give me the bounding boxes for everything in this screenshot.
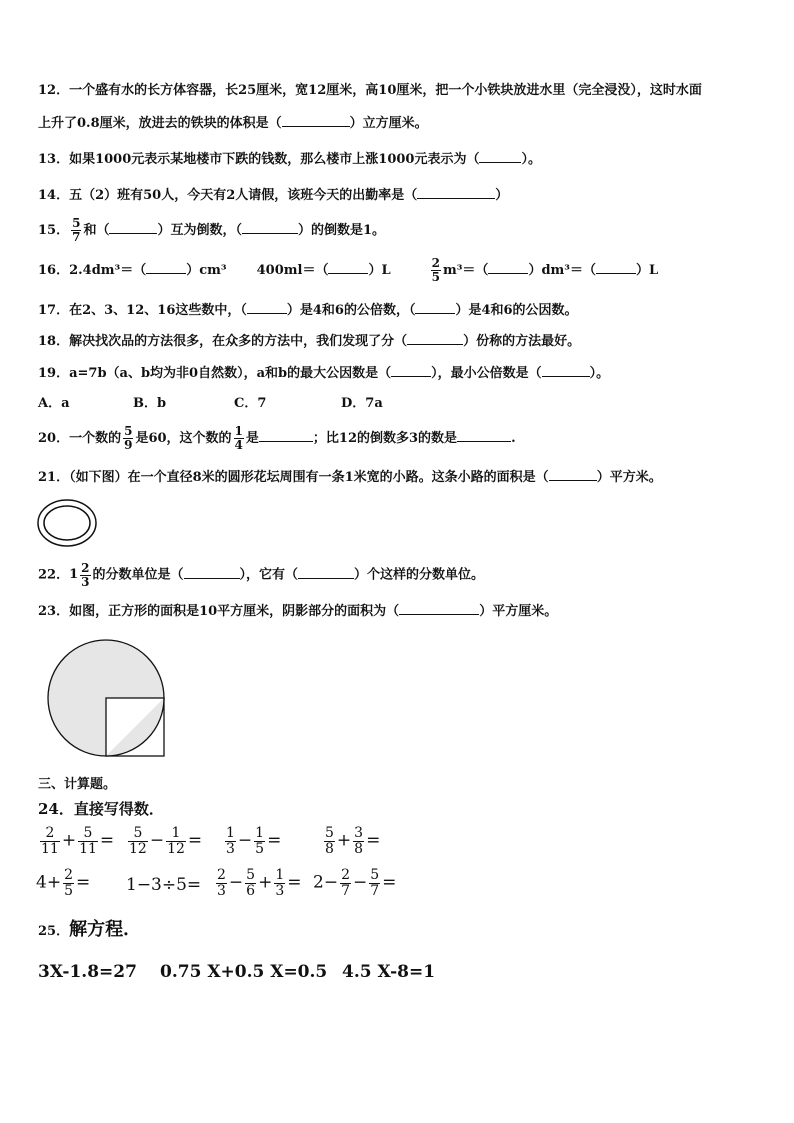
- calc-r1-e4: [322, 826, 380, 857]
- question-12-line1: 12．一个盛有水的长方体容器，长25厘米，宽12厘米，高10厘米，把一个小铁块放进水里（完全浸没），这时水面: [38, 83, 702, 98]
- denominator: 11: [41, 841, 59, 857]
- denominator: 8: [325, 841, 334, 857]
- q19-option-a[interactable]: A．a: [38, 396, 70, 411]
- calc-r2-e4: [313, 868, 396, 899]
- denominator: 8: [354, 841, 364, 857]
- q16-text-f: ）dm³＝（: [528, 263, 596, 278]
- q13-blank[interactable]: [479, 150, 521, 163]
- q18-blank[interactable]: [407, 332, 463, 345]
- calc-frac: [128, 826, 148, 857]
- q12-blank[interactable]: [282, 114, 350, 127]
- equals: =: [366, 830, 381, 851]
- q13-text-b: ）。: [521, 152, 541, 167]
- denominator: 12: [129, 841, 147, 857]
- q14-text-b: ）: [495, 188, 509, 203]
- q23-text-b: ）平方厘米。: [479, 604, 558, 619]
- q15-fraction: [71, 217, 81, 244]
- denominator: 5: [64, 883, 73, 899]
- equals: =: [382, 872, 397, 893]
- denominator: 6: [246, 883, 256, 899]
- calc-frac: [216, 868, 227, 899]
- q12-text-b: ）立方厘米。: [349, 116, 428, 131]
- numerator: 2: [341, 867, 350, 883]
- q15-text-b: ）互为倒数，（: [157, 223, 242, 238]
- q22-frac-numerator: 2: [81, 560, 90, 575]
- question-25-title: [38, 920, 141, 942]
- denominator: 11: [79, 841, 97, 857]
- q19-blank-1[interactable]: [391, 364, 431, 377]
- question-16: [38, 256, 658, 286]
- q22-fraction: [80, 562, 90, 589]
- equals: =: [267, 830, 282, 851]
- numerator: 1: [275, 867, 285, 883]
- question-23: [38, 602, 557, 621]
- calc-r2-e3: [214, 868, 302, 899]
- denominator: 3: [275, 883, 285, 899]
- q17-blank-2[interactable]: [415, 301, 455, 314]
- calc-frac: [324, 826, 335, 857]
- q16-text-b: ）cm³: [186, 263, 227, 278]
- calc-r2-e1: [36, 868, 90, 899]
- question-18: [38, 332, 580, 351]
- calc-frac: [353, 826, 364, 857]
- calc-frac: [225, 826, 236, 857]
- calc-r1-e2: [126, 826, 202, 857]
- q16-blank-3[interactable]: [488, 261, 528, 274]
- question-22: [38, 560, 484, 591]
- q21-text-a: 21．（如下图）在一个直径8米的圆形花坛周围有一条1米宽的小路。这条小路的面积是（: [38, 470, 549, 485]
- calc-r2-e2: [126, 876, 201, 894]
- numerator: 2: [217, 867, 226, 883]
- q23-text-a: 23．如图，正方形的面积是10平方厘米，阴影部分的面积为（: [38, 604, 400, 619]
- q22-blank-1[interactable]: [184, 566, 240, 579]
- calc-frac: [63, 868, 74, 899]
- prefix: 2−: [313, 872, 339, 893]
- q22-text-a: 的分数单位是（: [92, 567, 184, 583]
- q17-text-b: ）是4和6的公倍数，（: [286, 303, 416, 318]
- q22-text-b: ），它有（: [239, 567, 299, 583]
- q19-text-b: ），最小公倍数是（: [431, 366, 542, 381]
- inner-circle: [44, 506, 90, 540]
- q20-text-a: 20．一个数的: [38, 431, 122, 446]
- q16-text-d: ）L: [368, 263, 391, 278]
- equation-3: 4.5 X-8=1: [342, 962, 436, 982]
- q16-fraction: [431, 257, 441, 284]
- q25-title-text: 解方程．: [69, 919, 142, 940]
- q21-blank[interactable]: [549, 468, 597, 481]
- numerator: 3: [354, 825, 364, 841]
- q15-blank-1[interactable]: [109, 221, 157, 234]
- q20-f1-denominator: 9: [124, 438, 133, 452]
- numerator: 1: [171, 825, 181, 841]
- numerator: 5: [370, 867, 380, 883]
- equals: =: [287, 872, 302, 893]
- equation-1: 3X-1.8=27: [38, 962, 137, 982]
- q18-text-b: ）份称的方法最好。: [463, 334, 581, 349]
- q16-text-g: ）L: [635, 263, 659, 278]
- q16-text-c: 400ml＝（: [256, 263, 329, 278]
- q15-blank-2[interactable]: [242, 221, 298, 234]
- q17-text-c: ）是4和6的公因数。: [455, 303, 578, 318]
- circle-square-figure: [44, 638, 170, 762]
- calc-frac: [166, 826, 186, 857]
- operator: +: [258, 872, 273, 893]
- numerator: 5: [246, 867, 256, 883]
- question-12-line2: [38, 114, 428, 133]
- q15-frac-numerator: 5: [72, 216, 81, 230]
- q15-number: 15．: [38, 223, 70, 238]
- operator: −: [228, 872, 244, 893]
- q20-blank-1[interactable]: [259, 429, 313, 442]
- q22-number: 22．: [38, 567, 70, 583]
- equals: =: [99, 830, 115, 851]
- q16-text-a: 16．2.4dm³＝（: [38, 263, 147, 278]
- q15-text-c: ）的倒数是1。: [297, 223, 386, 238]
- operator: −: [352, 872, 368, 893]
- q14-blank[interactable]: [417, 186, 495, 199]
- equals: =: [187, 830, 203, 851]
- denominator: 3: [217, 883, 226, 899]
- numerator: 1: [255, 825, 265, 841]
- q14-text-a: 14．五（2）班有50人，今天有2人请假，该班今天的出勤率是（: [38, 188, 418, 203]
- q16-frac-denominator: 5: [431, 270, 440, 284]
- question-24-title: 24．直接写得数．: [38, 800, 164, 818]
- q15-text-a: 和（: [83, 223, 110, 238]
- numerator: 5: [325, 825, 334, 841]
- denominator: 3: [226, 841, 235, 857]
- q16-blank-2[interactable]: [328, 261, 368, 274]
- prefix: 4+: [36, 872, 62, 893]
- q19-text-a: 19．a=7b（a、b均为非0自然数），a和b的最大公因数是（: [38, 366, 392, 381]
- q20-f2-numerator: 1: [234, 424, 243, 438]
- q20-text-c: 是: [245, 431, 259, 446]
- operator: +: [61, 830, 77, 851]
- numerator: 2: [64, 867, 73, 883]
- q19-blank-2[interactable]: [542, 364, 590, 377]
- denominator: 5: [255, 841, 265, 857]
- q22-blank-2[interactable]: [298, 566, 354, 579]
- q18-text-a: 18．解决找次品的方法很多，在众多的方法中，我们发现了分（: [38, 334, 408, 349]
- calc-frac: [369, 868, 380, 899]
- q20-blank-2[interactable]: [457, 429, 511, 442]
- q12-text-a: 上升了0.8厘米，放进去的铁块的体积是（: [38, 116, 282, 131]
- outer-circle: [38, 500, 96, 546]
- q19-text-c: ）。: [589, 366, 610, 381]
- q19-option-c[interactable]: C．7: [234, 396, 267, 411]
- q17-text-a: 17．在2、3、12、16这些数中，（: [38, 303, 247, 318]
- calc-r1-e1: [38, 826, 114, 857]
- question-20: [38, 424, 516, 454]
- q16-blank-1[interactable]: [146, 261, 186, 274]
- question-19-options: [38, 395, 383, 413]
- section-3-heading: 三、计算题。: [38, 777, 117, 792]
- q20-fraction-2: [234, 425, 244, 452]
- operator: +: [336, 830, 352, 851]
- q16-text-e: m³＝（: [442, 263, 489, 278]
- q20-text-b: 是60，这个数的: [135, 431, 232, 446]
- expression: 1−3÷5=: [126, 875, 202, 895]
- denominator: 7: [370, 883, 380, 899]
- q20-text-e: .: [511, 431, 516, 446]
- q19-option-b[interactable]: B．b: [133, 396, 167, 411]
- question-13: [38, 150, 541, 169]
- numerator: 1: [226, 825, 235, 841]
- numerator: 5: [83, 825, 93, 841]
- q17-blank-1[interactable]: [247, 301, 287, 314]
- calc-frac: [340, 868, 351, 899]
- q20-fraction-1: [123, 425, 133, 452]
- q21-text-b: ）平方米。: [596, 470, 662, 485]
- equation-2: 0.75 X+0.5 X=0.5: [160, 962, 328, 982]
- q20-text-d: ；比12的倒数多3的数是: [312, 431, 458, 446]
- calc-frac: [78, 826, 98, 857]
- operator: −: [237, 830, 253, 851]
- q25-number: 25．: [38, 924, 70, 939]
- denominator: 12: [167, 841, 185, 857]
- q16-frac-numerator: 2: [431, 256, 440, 270]
- question-19: [38, 364, 609, 383]
- q20-f2-denominator: 4: [234, 438, 243, 452]
- question-14: [38, 186, 508, 205]
- question-17: [38, 301, 578, 320]
- q22-text-c: ）个这样的分数单位。: [354, 567, 485, 583]
- q22-frac-denominator: 3: [81, 574, 90, 589]
- calc-r1-e3: [223, 826, 281, 857]
- ring-path-figure: [36, 498, 98, 548]
- q20-f1-numerator: 5: [124, 424, 133, 438]
- calc-frac: [40, 826, 60, 857]
- calc-frac: [254, 826, 265, 857]
- q13-text-a: 13．如果1000元表示某地楼市下跌的钱数，那么楼市上涨1000元表示为（: [38, 152, 480, 167]
- question-21: [38, 468, 662, 487]
- operator: −: [149, 830, 165, 851]
- equals: =: [75, 872, 91, 893]
- numerator: 5: [133, 825, 143, 841]
- numerator: 2: [45, 825, 55, 841]
- q22-mixed-whole: 1: [69, 567, 79, 582]
- q19-option-d[interactable]: D．7a: [341, 396, 383, 411]
- q15-frac-denominator: 7: [72, 230, 81, 244]
- calc-frac: [245, 868, 256, 899]
- calc-frac: [274, 868, 285, 899]
- q16-blank-4[interactable]: [596, 261, 636, 274]
- denominator: 7: [341, 883, 350, 899]
- question-15: [38, 216, 385, 246]
- q23-blank[interactable]: [399, 602, 479, 615]
